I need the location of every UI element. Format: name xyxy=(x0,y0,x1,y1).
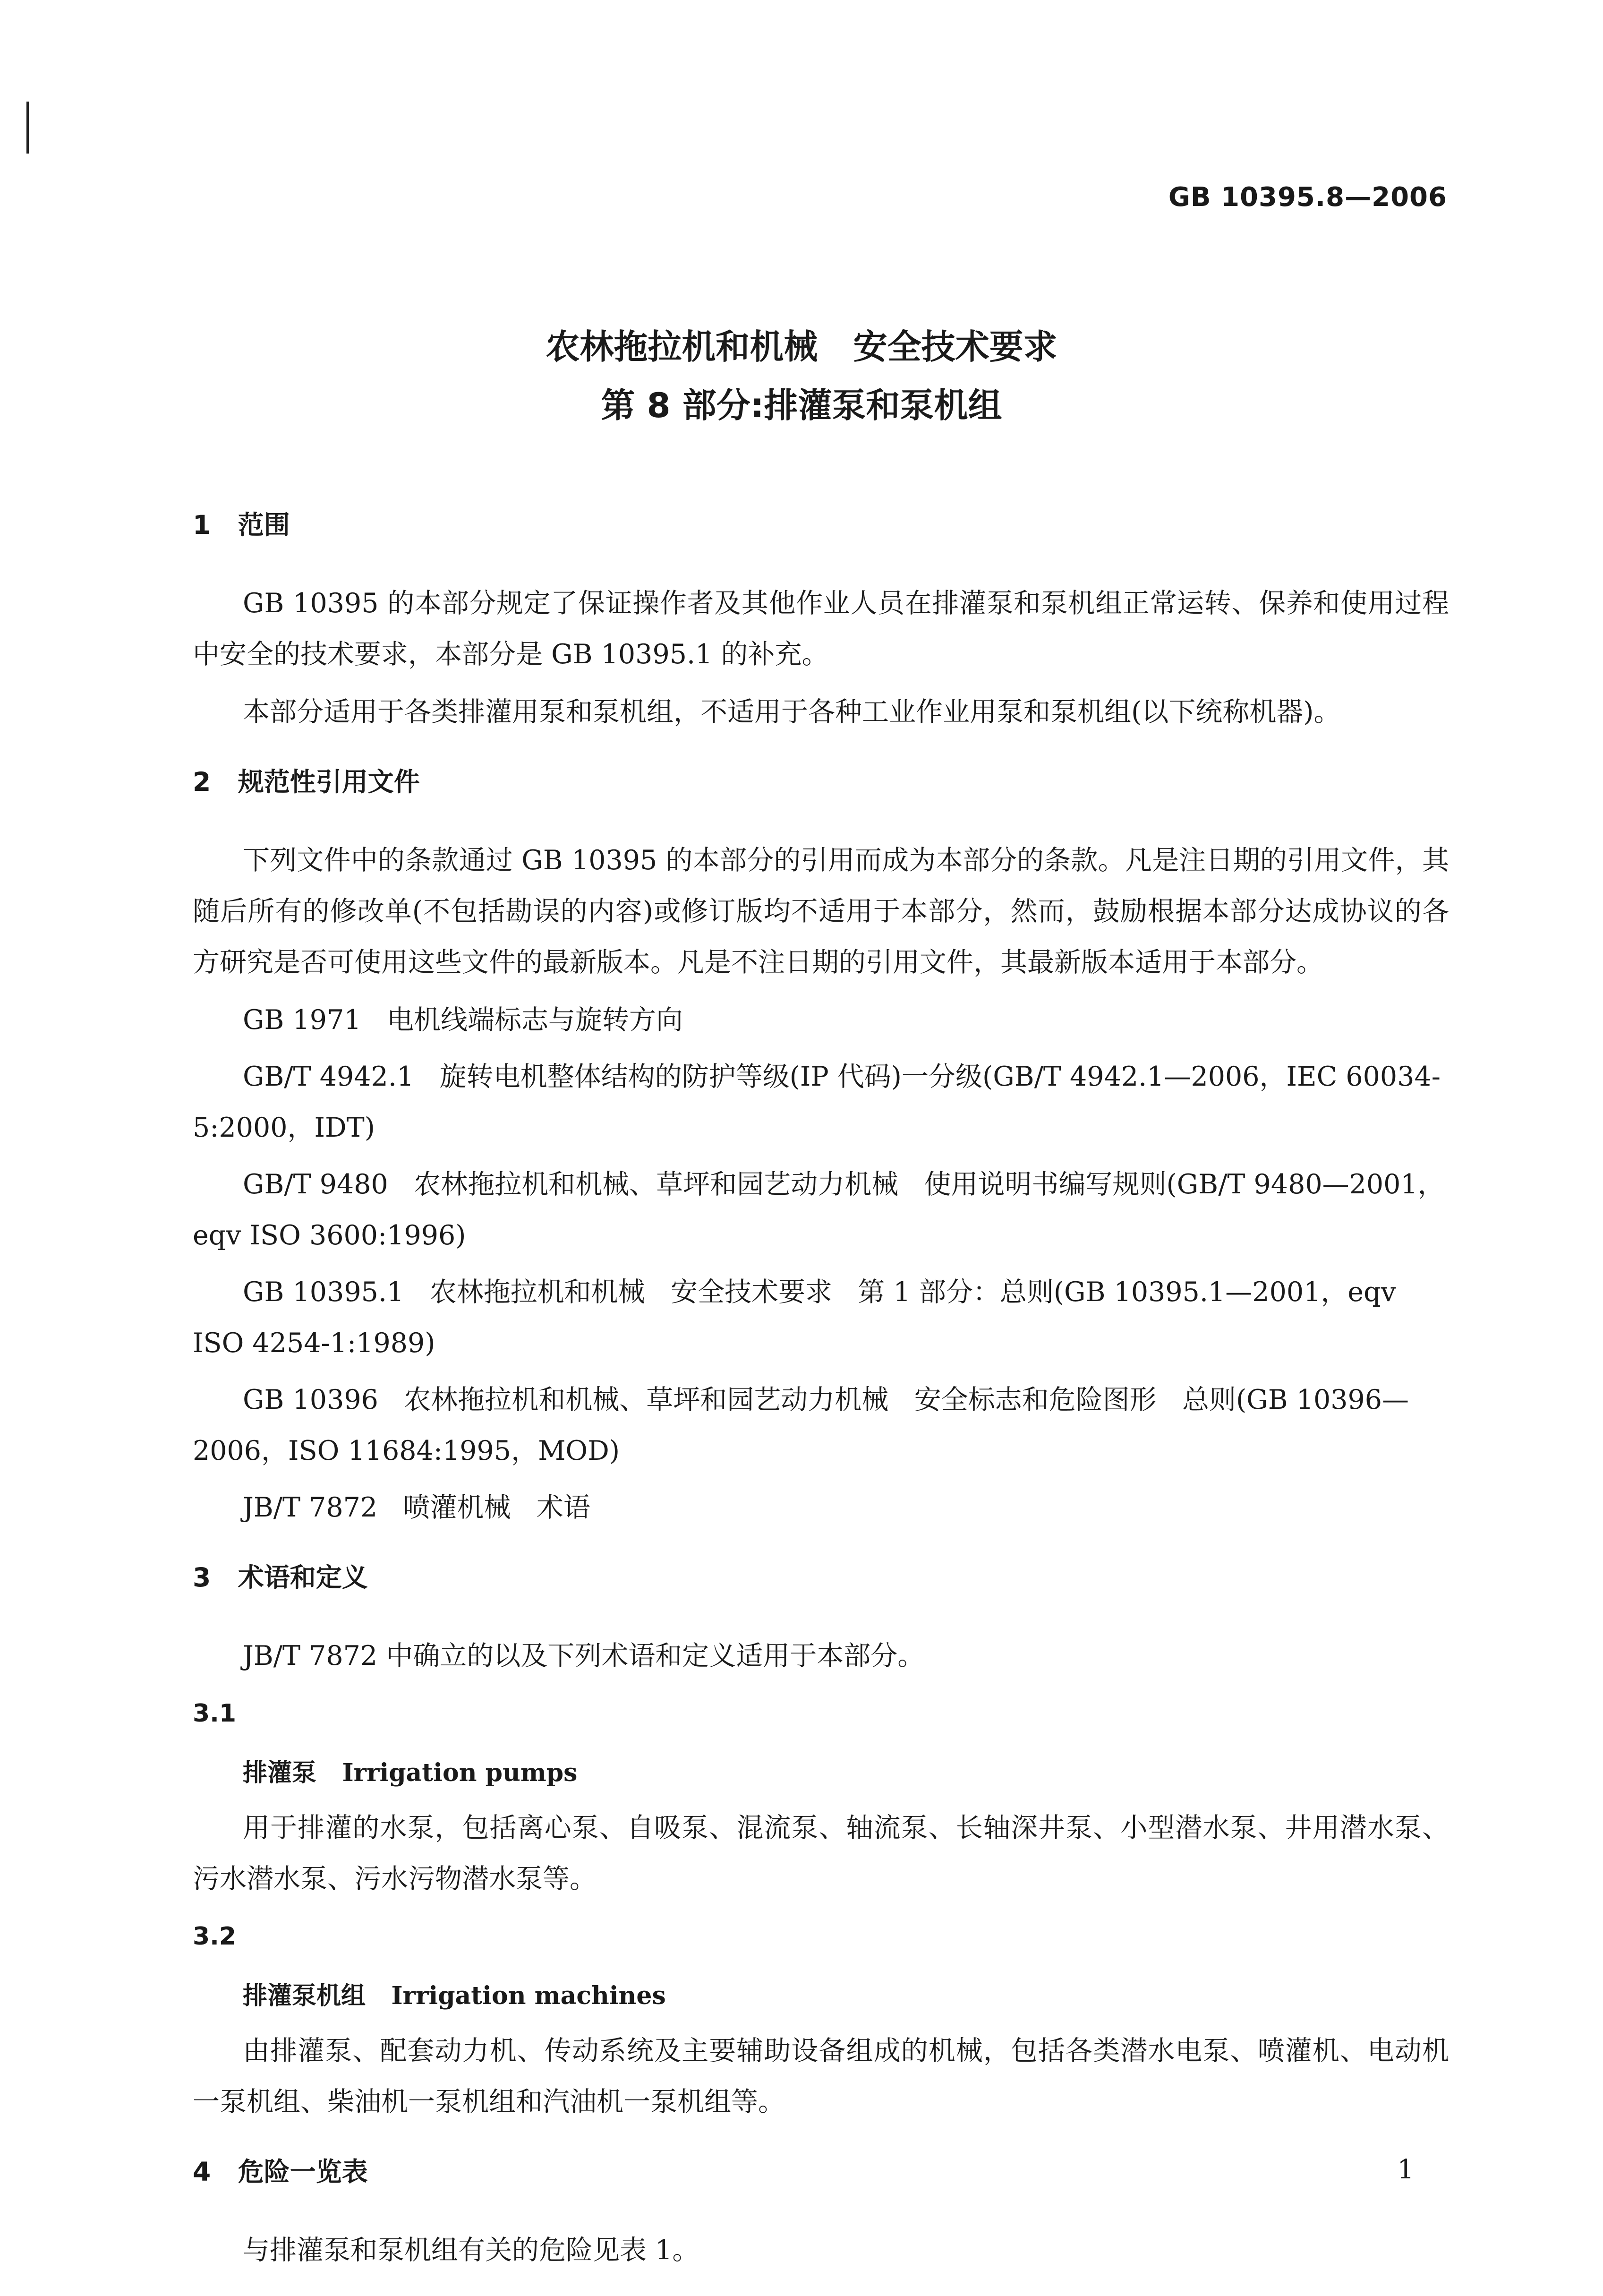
reference-item xyxy=(193,1267,1449,1369)
reference-code: JB/T 7872 xyxy=(243,1492,378,1523)
reference-item xyxy=(193,994,1449,1045)
term-zh: 排灌泵机组 xyxy=(243,1982,366,2010)
reference-code: GB/T 9480 xyxy=(243,1169,388,1200)
paragraph: 与排灌泵和泵机组有关的危险见表 1。 xyxy=(243,2235,699,2266)
term-name xyxy=(193,1748,1449,1799)
document-title xyxy=(0,317,1603,435)
reference-item xyxy=(193,1159,1449,1261)
reference-item xyxy=(193,1051,1449,1153)
reference-title: 旋转电机整体结构的防护等级(IP 代码)一分级(GB/T 4942.1—2006，IEC 60034-5:2000，IDT) xyxy=(193,1061,1441,1143)
reference-code: GB 10396 xyxy=(243,1384,378,1415)
reference-code: GB 1971 xyxy=(243,1004,361,1036)
term-en: Irrigation pumps xyxy=(342,1758,578,1787)
section-heading: 3 术语和定义 xyxy=(193,1562,368,1593)
document-body xyxy=(193,494,1449,2282)
section-terms-and-definitions xyxy=(193,1552,1449,2127)
term-en: Irrigation machines xyxy=(391,1981,666,2010)
term-entry xyxy=(193,1688,1449,1904)
section-heading: 1 范围 xyxy=(193,510,290,540)
reference-code: GB/T 4942.1 xyxy=(243,1061,414,1092)
paragraph: GB 10395 的本部分规定了保证操作者及其他作业人员在排灌泵和泵机组正常运转、保养和使用过程中安全的技术要求，本部分是 GB 10395.1 的补充。 xyxy=(193,588,1449,670)
paragraph: 本部分适用于各类排灌用泵和泵机组，不适用于各种工业作业用泵和泵机组(以下统称机器)。 xyxy=(243,696,1341,728)
term-number: 3.1 xyxy=(193,1699,237,1728)
scan-edge-mark xyxy=(26,102,29,154)
reference-title: 喷灌机械 术语 xyxy=(403,1492,590,1523)
term-name xyxy=(193,1970,1449,2022)
term-number: 3.2 xyxy=(193,1922,237,1951)
reference-title: 电机线端标志与旋转方向 xyxy=(386,1004,683,1036)
section-heading: 4 危险一览表 xyxy=(193,2157,368,2187)
term-zh: 排灌泵 xyxy=(243,1759,317,1787)
title-line-2: 第 8 部分:排灌泵和泵机组 xyxy=(601,386,1002,425)
term-entry xyxy=(193,1911,1449,2127)
paragraph: 下列文件中的条款通过 GB 10395 的本部分的引用而成为本部分的条款。凡是注日期的引用文件，其随后所有的修改单(不包括勘误的内容)或修订版均不适用于本部分，然而，鼓励根据本部分达成协议的各方研究是否可使用这些文件的最新版本。凡是不注日期的引用文件，其最新版本适用于本部分。 xyxy=(193,845,1449,978)
title-line-1: 农林拖拉机和机械 安全技术要求 xyxy=(546,327,1057,367)
reference-title: 农林拖拉机和机械 安全技术要求 第 1 部分：总则(GB 10395.1—2001，eqv ISO 4254-1:1989) xyxy=(193,1277,1405,1359)
section-normative-references xyxy=(193,756,1449,1533)
term-definition: 由排灌泵、配套动力机、传动系统及主要辅助设备组成的机械，包括各类潜水电泵、喷灌机、电动机一泵机组、柴油机一泵机组和汽油机一泵机组等。 xyxy=(193,2035,1449,2117)
reference-title: 农林拖拉机和机械、草坪和园艺动力机械 使用说明书编写规则(GB/T 9480—2001，eqv ISO 3600:1996) xyxy=(193,1169,1445,1251)
reference-title: 农林拖拉机和机械、草坪和园艺动力机械 安全标志和危险图形 总则(GB 10396—2006，ISO 11684:1995，MOD) xyxy=(193,1384,1409,1466)
paragraph: JB/T 7872 中确立的以及下列术语和定义适用于本部分。 xyxy=(243,1640,925,1671)
standard-number: GB 10395.8—2006 xyxy=(1168,182,1447,213)
section-scope xyxy=(193,499,1449,737)
section-heading: 2 规范性引用文件 xyxy=(193,767,420,797)
term-definition: 用于排灌的水泵，包括离心泵、自吸泵、混流泵、轴流泵、长轴深井泵、小型潜水泵、井用潜水泵、污水潜水泵、污水污物潜水泵等。 xyxy=(193,1812,1449,1894)
reference-item xyxy=(193,1374,1449,1476)
page-number: 1 xyxy=(1397,2154,1414,2185)
section-hazard-list xyxy=(193,2146,1449,2276)
reference-item xyxy=(193,1482,1449,1533)
reference-code: GB 10395.1 xyxy=(243,1277,404,1308)
